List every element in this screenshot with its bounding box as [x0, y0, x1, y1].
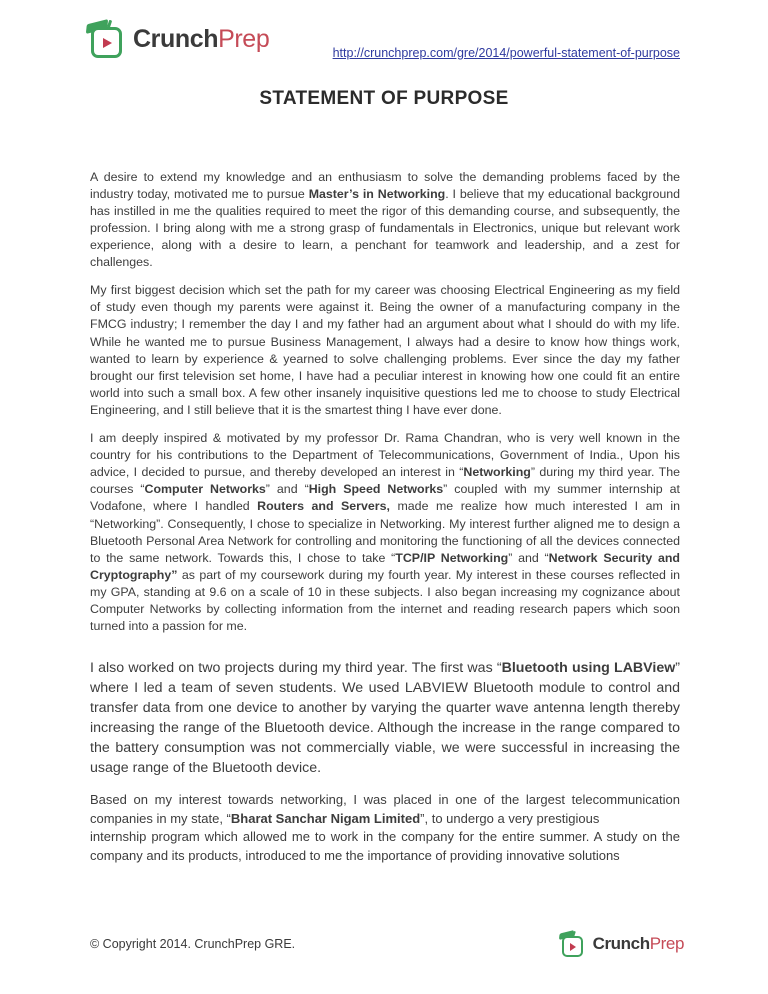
- bold-phrase: Master’s in Networking: [308, 186, 446, 201]
- text-run: ” where I led a team of seven students. We used LABVIEW Bluetooth module to control and transfer data from one device to another by varying the quarter wave antenna length thereby increasing the range of the Bluetooth device. Although the increase in the range compared to the battery consumption was not commercially viable, we were successful in increasing the usage range of the Bluetooth device.: [90, 660, 680, 777]
- brand-name-crunch: Crunch: [592, 934, 650, 953]
- text-run: My first biggest decision which set the path for my career was choosing Electrical Engineering as my field of study even though my parents were against it. Being the owner of a manufacturing company in the FMCG industry; I remember the day I and my father had an argument about what I should do with my life. While he wanted me to pursue Business Management, I always had a desire to know how things work, wanted to learn by experience & yearned to solve challenging problems. Ever since the day my father brought our first television set home, I have had a peculiar interest in knowing how one could fit an entire world into such a small box. A few other insanely inquisitive questions led me to choose to study Electrical Engineering, and I still believe that it is the smartest thing I have ever done.: [90, 283, 680, 417]
- document-body: [0, 123, 768, 866]
- brand-name-crunch: Crunch: [133, 24, 219, 53]
- brand-wordmark: [133, 25, 269, 54]
- crunchprep-footer-logo: [560, 928, 684, 960]
- body-paragraph-5: [90, 791, 680, 865]
- body-paragraph-1: [90, 169, 680, 272]
- text-run: Based on my interest towards networking, I was placed in one of the largest telecommunication companies in my state, “: [90, 792, 680, 826]
- bold-phrase: Network Security and Cryptography”: [90, 550, 680, 582]
- text-run: ” and “: [508, 550, 549, 565]
- crunchprep-logo-icon: [560, 928, 586, 960]
- text-run: I also worked on two projects during my third year. The first was “: [90, 660, 502, 677]
- text-run: internship program which allowed me to work in the company for the entire summer. A study on the company and its products, introduced to me the importance of providing innovative solutions: [90, 829, 680, 863]
- play-icon: [103, 38, 112, 48]
- bold-phrase: High Speed Networks: [308, 482, 444, 497]
- play-icon: [570, 943, 576, 951]
- page-header: [0, 0, 768, 62]
- bold-phrase: Bluetooth using LABView: [501, 660, 676, 677]
- brand-name-prep: Prep: [218, 24, 270, 53]
- bold-phrase: Routers and Servers,: [257, 499, 390, 514]
- body-paragraph-3: [90, 430, 680, 635]
- brand-name-prep: Prep: [649, 934, 684, 953]
- text-run: as part of my coursework during my fourth year. My interest in these courses reflected in my GPA, standing at 9.6 on a scale of 10 in these subjects. I also began increasing my cognizance about Computer Networks by collecting information from the internet and reading research papers which soon turned into a passion for me.: [90, 567, 680, 634]
- brand-wordmark: [593, 934, 684, 954]
- text-run: made me realize how much interested I am in “Networking”. Consequently, I chose to specialize in Networking. My interest further aligned me to design a Bluetooth Personal Area Network for controlling and monitoring the functioning of all the devices connected to the same network. Towards this, I chose to take “: [90, 499, 681, 565]
- text-run: I am deeply inspired & motivated by my professor Dr. Rama Chandran, who is very well known in the country for his contributions to the Department of Telecommunications, Government of India., Upon his advice, I decided to pursue, and thereby developed an interest in “: [90, 431, 680, 480]
- text-run: ” and “: [265, 482, 309, 497]
- logo-square: [562, 936, 583, 957]
- text-run: A desire to extend my knowledge and an enthusiasm to solve the demanding problems faced by the industry today, motivated me to pursue: [90, 169, 680, 201]
- bold-phrase: Bharat Sanchar Nigam Limited: [230, 810, 421, 826]
- copyright-notice: © Copyright 2014. CrunchPrep GRE.: [90, 937, 296, 951]
- page-footer: [90, 928, 684, 960]
- bold-phrase: TCP/IP Networking: [395, 550, 509, 565]
- page-title: STATEMENT OF PURPOSE: [259, 88, 509, 109]
- bold-phrase: Networking: [463, 465, 531, 480]
- body-paragraph-2: [90, 282, 680, 419]
- crunchprep-logo: [88, 16, 269, 62]
- bold-phrase: Computer Networks: [144, 482, 266, 497]
- text-run: ” coupled with my summer internship at Vodafone, where I handled: [90, 482, 680, 514]
- source-url-link[interactable]: http://crunchprep.com/gre/2014/powerful-statement-of-purpose: [332, 46, 680, 60]
- text-run: ” during my third year. The courses “: [90, 465, 680, 497]
- text-run: . I believe that my educational background has instilled in me the qualities required to meet the rigor of this demanding course, and subsequently, the profession. I bring along with me a strong grasp of fundamentals in Electronics, unique but relevant work experience, along with a desire to learn, a penchant for teamwork and leadership, and a zest for challenges.: [90, 186, 681, 270]
- text-run: ”, to undergo a very prestigious: [420, 810, 600, 826]
- body-paragraph-4: [90, 658, 680, 778]
- crunchprep-logo-icon: [88, 16, 126, 62]
- logo-square: [91, 27, 122, 58]
